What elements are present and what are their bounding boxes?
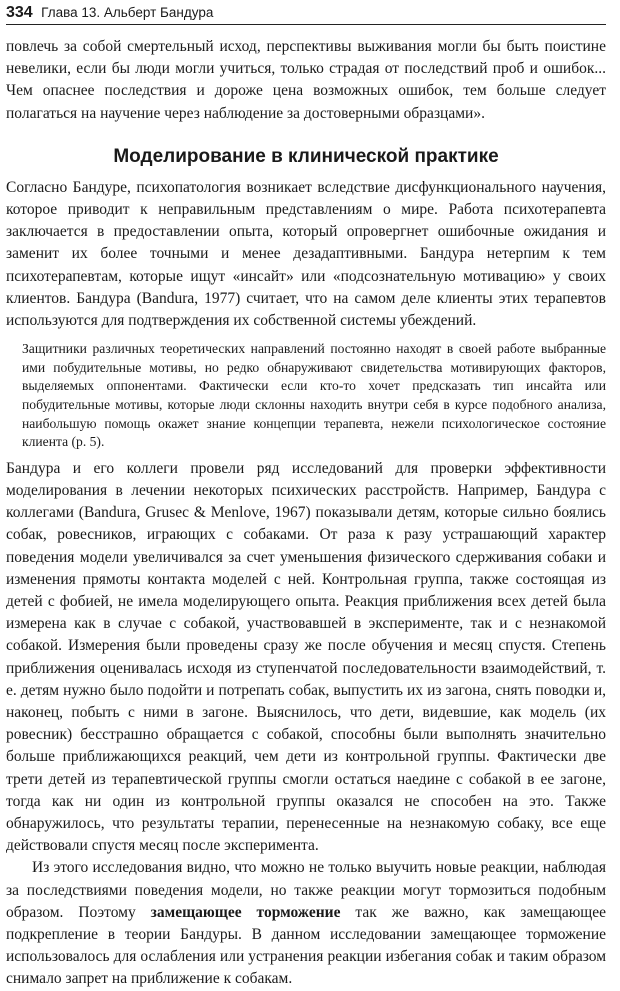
paragraph-psychopathology: Согласно Бандуре, психопатология возникает вследствие дисфункционального научения, которое приводит к неправильным представлениям о мире. Работа психотерапевта заключается в предоставлении опыта, который опровергнет ошибочные ожидания и заменит их более точными и менее дезадаптивными. Бандура нетерпим к тем психотерапевтам, которые ищут «инсайт» или «подсознательную мотивацию» у своих клиентов. Бандура (Bandura, 1977) считает, что на самом деле клиенты этих терапевтов используются для подтверждения их собственной системы убеждений. — [6, 178, 606, 330]
p3-text-before: Из этого исследования видно, что можно не только выучить новые реакции, наблюдая за последствиями поведения модели, но также реакции могут тормозиться подобным образом. Поэтому — [6, 859, 606, 921]
page-number: 334 — [6, 4, 33, 21]
intro-paragraph: повлечь за собой смертельный исход, перспективы выживания могли бы быть поистине невелики, если бы люди могли учиться, только страдая от последствий проб и ошибок... Чем опаснее последствия и дороже цена возможных ошибок, тем больше следует полагаться на научение через наблюдение за достоверными образцами». — [6, 38, 606, 122]
page-body — [6, 36, 606, 991]
paragraph-vicarious-inhibition — [6, 857, 606, 990]
p3-text-after: так же важно, как замещающее подкрепление в теории Бандуры. В данном исследовании замещающее торможение использовалось для ослабления или устранения реакции избегания собак и таким образом снимало запрет на приближение к собакам. — [6, 903, 606, 988]
paragraph-experiment: Бандура и его коллеги провели ряд исследований для проверки эффективности моделирования в лечении некоторых психических расстройств. Например, Бандура с коллегами (Bandura, Grusec & Menlove, 1967) показывали детям, которые сильно боялись собак, ровесников, играющих с собаками. От раза к разу устрашающий характер поведения модели увеличивался за счет уменьшения физического сдерживания собаки и изменения прямоты контакта моделей с ней. Контрольная группа, также состоящая из детей с фобией, не имела моделирующего опыта. Реакция приближения всех детей была измерена как в случае с собакой, участвовавшей в эксперименте, так и с незнакомой собакой. Измерения были проведены сразу же после обучения и месяц спустя. Степень приближения оценивалась исходя из ступенчатой последовательности взаимодействий, т. е. детям нужно было подойти и потрепать собак, выпустить их из загона, снять поводки и, наконец, побыть с ними в загоне. Выяснилось, что дети, видевшие, как модель (их ровесник) бесстрашно обращается с собакой, способны были выполнять значительно больше приближающихся реакций, чем дети из контрольной группы. Фактически две трети детей из терапевтической группы смогли остаться наедине с собакой в ее загоне, тогда как ни один из контрольной группы оказался не способен на это. Также обнаружилось, что результаты терапии, перенесенные на незнакомую собаку, все еще действовали спустя месяц после эксперимента. — [6, 459, 606, 855]
term-vicarious-inhibition: замещающее торможение — [150, 903, 341, 921]
block-quote: Защитники различных теоретических направлений постоянно находят в своей работе выбранные ими побудительные мотивы, но редко обнаруживают свидетельства мотивирующих факторов, выделяемых оппонентами. Фактически если кто-то хочет предсказать тип инсайта или побудительные мотивы, которые люди склонны находить внутри себя в курсе подобного анализа, наибольшую помощь окажет знание концепции терапевта, нежели психологическое состояние клиента (p. 5). — [22, 341, 606, 450]
running-header — [6, 2, 606, 25]
chapter-title: Глава 13. Альберт Бандура — [41, 5, 214, 20]
section-heading: Моделирование в клинической практике — [113, 145, 499, 167]
